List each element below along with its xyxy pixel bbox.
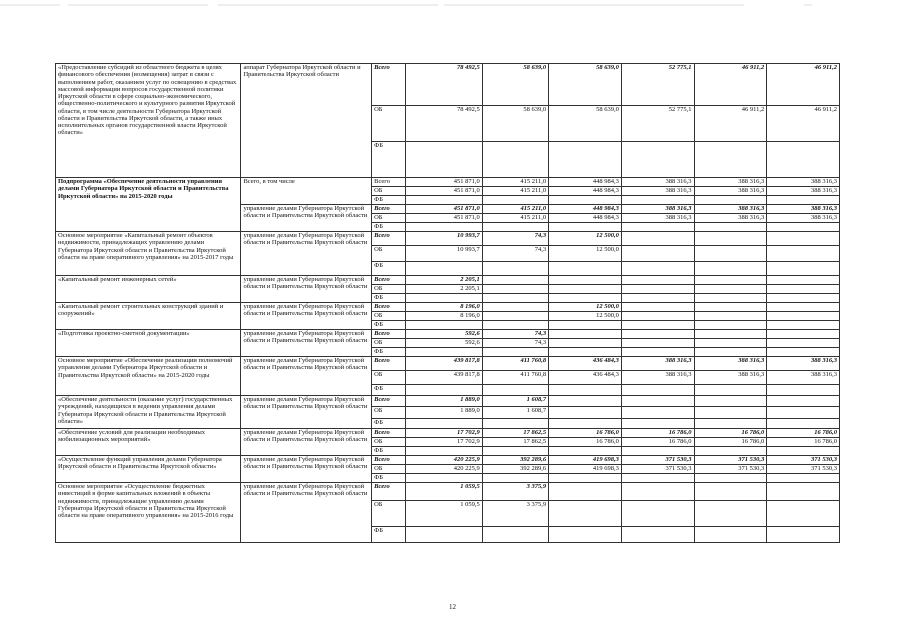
funding-source-cell: Всего <box>372 303 406 312</box>
amount-cell: 388 316,3 <box>621 214 694 223</box>
amount-cell: 46 911,2 <box>767 106 840 142</box>
amount-cell: 420 225,9 <box>405 456 482 465</box>
amount-cell: 16 786,0 <box>549 429 622 438</box>
amount-cell <box>405 419 482 429</box>
amount-cell <box>549 276 622 285</box>
amount-cell: 592,6 <box>405 339 482 348</box>
amount-cell: 436 484,3 <box>549 357 622 371</box>
amount-cell <box>549 223 622 232</box>
activity-name-cell: Основное мероприятие «Капитальный ремонт объектов недвижимости, принадлежащих управлению делами Губернатора Иркутской области и Правительства Иркутской области на праве оперативного управления» на 2015-2017 годы <box>56 232 241 276</box>
amount-cell <box>694 142 767 178</box>
executor-cell: управление делами Губернатора Иркутской области и Правительства Иркутской области <box>241 429 372 456</box>
amount-cell: 1 889,0 <box>405 396 482 407</box>
funding-source-cell: ФБ <box>372 196 406 205</box>
amount-cell: 371 530,3 <box>694 456 767 465</box>
activity-name-cell: «Осуществление функций управления делами Губернатора Иркутской области и Правительства Иркутской области» <box>56 456 241 483</box>
amount-cell <box>482 196 548 205</box>
amount-cell <box>694 483 767 501</box>
funding-source-cell: ОБ <box>372 312 406 321</box>
amount-cell <box>621 285 694 294</box>
scan-top-edge <box>0 2 905 8</box>
amount-cell: 46 911,2 <box>767 64 840 106</box>
amount-cell: 52 775,1 <box>621 106 694 142</box>
amount-cell: 17 862,5 <box>482 438 548 447</box>
amount-cell <box>694 312 767 321</box>
amount-cell <box>767 294 840 303</box>
amount-cell <box>405 474 482 483</box>
amount-cell <box>549 385 622 396</box>
amount-cell <box>767 483 840 501</box>
amount-cell: 74,3 <box>482 232 548 246</box>
amount-cell <box>405 262 482 276</box>
funding-source-cell: ФБ <box>372 385 406 396</box>
amount-cell: 388 316,3 <box>694 371 767 385</box>
amount-cell <box>694 232 767 246</box>
amount-cell: 451 871,0 <box>405 187 482 196</box>
amount-cell <box>767 196 840 205</box>
amount-cell <box>694 447 767 456</box>
amount-cell: 388 316,3 <box>621 187 694 196</box>
funding-source-cell: Всего <box>372 178 406 187</box>
activity-name-cell: Основное мероприятие «Обеспечение реализации полномочий управления делами Губернатора Иркутской области и Правительства Иркутской области» на 2015-2020 годы <box>56 357 241 396</box>
amount-cell <box>482 303 548 312</box>
table-row <box>56 232 840 246</box>
table-row <box>56 483 840 501</box>
amount-cell: 371 530,3 <box>621 456 694 465</box>
amount-cell <box>694 385 767 396</box>
amount-cell: 436 484,3 <box>549 371 622 385</box>
funding-source-cell: Всего <box>372 205 406 214</box>
executor-cell: управление делами Губернатора Иркутской области и Правительства Иркутской области <box>241 276 372 303</box>
amount-cell <box>621 419 694 429</box>
amount-cell: 2 205,1 <box>405 285 482 294</box>
amount-cell <box>549 419 622 429</box>
amount-cell: 448 984,3 <box>549 178 622 187</box>
amount-cell <box>694 407 767 419</box>
amount-cell: 12 500,0 <box>549 303 622 312</box>
activity-name-cell: Основное мероприятие «Осуществление бюджетных инвестиций в форме капитальных вложений в объекты недвижимости, принадлежащие управлению делами Губернатора Иркутской области и Правительства Иркутской области на праве оперативного управления» на 2015-2016 годы <box>56 483 241 543</box>
amount-cell: 388 316,3 <box>621 371 694 385</box>
amount-cell <box>694 474 767 483</box>
amount-cell <box>767 396 840 407</box>
amount-cell: 3 375,9 <box>482 483 548 501</box>
amount-cell: 58 639,0 <box>482 106 548 142</box>
amount-cell: 448 984,3 <box>549 187 622 196</box>
amount-cell <box>482 447 548 456</box>
funding-source-cell: ФБ <box>372 262 406 276</box>
amount-cell <box>482 348 548 357</box>
amount-cell: 448 984,3 <box>549 205 622 214</box>
amount-cell <box>767 276 840 285</box>
funding-source-cell: ОБ <box>372 106 406 142</box>
amount-cell <box>694 294 767 303</box>
activity-name-cell: «Предоставление субсидий из областного бюджета в целях финансового обеспечения (возмещения) затрат в связи с выполнением работ, оказанием услуг по освещению в средствах массовой информации вопросов государственной политики Иркутской области в сфере социально-экономического, общественно-политического и культурного развития Иркутской области, в том числе деятельности Губернатора Иркутской области и Правительства Иркутской области, а также иных исполнительных органов государственной власти Иркутской области» <box>56 64 241 178</box>
amount-cell <box>621 330 694 339</box>
funding-source-cell: ОБ <box>372 339 406 348</box>
amount-cell <box>405 348 482 357</box>
amount-cell <box>767 385 840 396</box>
amount-cell <box>767 312 840 321</box>
funding-source-cell: ФБ <box>372 419 406 429</box>
amount-cell <box>482 276 548 285</box>
amount-cell: 58 639,0 <box>549 64 622 106</box>
amount-cell <box>621 483 694 501</box>
executor-cell: управление делами Губернатора Иркутской области и Правительства Иркутской области <box>241 456 372 483</box>
amount-cell <box>549 501 622 527</box>
funding-source-cell: Всего <box>372 483 406 501</box>
amount-cell <box>549 396 622 407</box>
amount-cell <box>694 262 767 276</box>
funding-source-cell: Всего <box>372 429 406 438</box>
amount-cell <box>549 339 622 348</box>
amount-cell <box>767 407 840 419</box>
amount-cell: 371 530,3 <box>694 465 767 474</box>
amount-cell <box>767 474 840 483</box>
budget-table-body <box>56 64 840 543</box>
amount-cell <box>405 527 482 543</box>
amount-cell: 388 316,3 <box>694 205 767 214</box>
amount-cell: 371 530,3 <box>767 465 840 474</box>
amount-cell: 415 211,0 <box>482 187 548 196</box>
amount-cell <box>482 527 548 543</box>
amount-cell <box>694 321 767 330</box>
page-number: 12 <box>449 603 456 611</box>
funding-source-cell: ФБ <box>372 321 406 330</box>
amount-cell: 592,6 <box>405 330 482 339</box>
activity-name-cell: «Капитальный ремонт инженерных сетей» <box>56 276 241 303</box>
amount-cell: 46 911,2 <box>694 106 767 142</box>
amount-cell <box>621 321 694 330</box>
amount-cell <box>694 339 767 348</box>
amount-cell: 16 786,0 <box>694 438 767 447</box>
amount-cell <box>405 142 482 178</box>
amount-cell: 1 608,7 <box>482 407 548 419</box>
executor-cell: управление делами Губернатора Иркутской области и Правительства Иркутской области <box>241 232 372 276</box>
amount-cell <box>767 285 840 294</box>
amount-cell: 58 639,0 <box>549 106 622 142</box>
funding-source-cell: ОБ <box>372 438 406 447</box>
amount-cell <box>549 407 622 419</box>
amount-cell: 1 889,0 <box>405 407 482 419</box>
amount-cell: 46 911,2 <box>694 64 767 106</box>
amount-cell <box>767 262 840 276</box>
funding-source-cell: ФБ <box>372 447 406 456</box>
amount-cell: 388 316,3 <box>767 178 840 187</box>
funding-source-cell: ОБ <box>372 187 406 196</box>
funding-source-cell: ФБ <box>372 527 406 543</box>
amount-cell <box>767 348 840 357</box>
amount-cell <box>549 474 622 483</box>
funding-source-cell: ОБ <box>372 501 406 527</box>
amount-cell <box>694 246 767 262</box>
executor-cell: управление делами Губернатора Иркутской области и Правительства Иркутской области <box>241 303 372 330</box>
executor-cell: управление делами Губернатора Иркутской области и Правительства Иркутской области <box>241 483 372 543</box>
amount-cell: 1 059,5 <box>405 483 482 501</box>
amount-cell <box>405 321 482 330</box>
executor-cell: управление делами Губернатора Иркутской области и Правительства Иркутской области <box>241 330 372 357</box>
amount-cell <box>694 330 767 339</box>
amount-cell <box>767 501 840 527</box>
amount-cell: 78 492,5 <box>405 64 482 106</box>
funding-source-cell: Всего <box>372 456 406 465</box>
amount-cell: 12 500,0 <box>549 232 622 246</box>
amount-cell <box>621 396 694 407</box>
amount-cell <box>549 447 622 456</box>
activity-name-cell: «Обеспечение деятельности (оказание услуг) государственных учреждений, находящихся в ведении управления делами Губернатора Иркутской области и Правительства Иркутской области» <box>56 396 241 429</box>
amount-cell <box>549 330 622 339</box>
amount-cell: 388 316,3 <box>621 357 694 371</box>
amount-cell: 371 530,3 <box>767 456 840 465</box>
amount-cell <box>621 385 694 396</box>
amount-cell: 371 530,3 <box>621 465 694 474</box>
amount-cell: 439 817,8 <box>405 371 482 385</box>
amount-cell <box>767 232 840 246</box>
table-row <box>56 396 840 407</box>
table-row <box>56 357 840 371</box>
activity-name-cell: «Обеспечение условий для реализации необходимых мобилизационных мероприятий» <box>56 429 241 456</box>
amount-cell <box>767 142 840 178</box>
amount-cell <box>621 196 694 205</box>
amount-cell: 8 196,0 <box>405 303 482 312</box>
amount-cell: 12 500,0 <box>549 312 622 321</box>
amount-cell: 16 786,0 <box>621 429 694 438</box>
amount-cell <box>767 321 840 330</box>
funding-source-cell: Всего <box>372 64 406 106</box>
amount-cell: 451 871,0 <box>405 205 482 214</box>
amount-cell: 392 289,6 <box>482 465 548 474</box>
executor-cell: аппарат Губернатора Иркутской области и Правительства Иркутской области <box>241 64 372 178</box>
amount-cell <box>549 196 622 205</box>
funding-source-cell: ОБ <box>372 285 406 294</box>
amount-cell <box>549 527 622 543</box>
amount-cell <box>482 385 548 396</box>
amount-cell <box>482 223 548 232</box>
amount-cell <box>549 285 622 294</box>
funding-source-cell: ФБ <box>372 223 406 232</box>
amount-cell <box>549 142 622 178</box>
table-row <box>56 276 840 285</box>
amount-cell <box>767 330 840 339</box>
funding-source-cell: ФБ <box>372 294 406 303</box>
executor-cell: управление делами Губернатора Иркутской области и Правительства Иркутской области <box>241 396 372 429</box>
amount-cell: 419 698,3 <box>549 456 622 465</box>
table-row <box>56 178 840 187</box>
amount-cell <box>767 339 840 348</box>
funding-source-cell: Всего <box>372 232 406 246</box>
amount-cell: 415 211,0 <box>482 214 548 223</box>
amount-cell <box>405 294 482 303</box>
amount-cell <box>694 276 767 285</box>
amount-cell <box>767 223 840 232</box>
amount-cell: 1 059,5 <box>405 501 482 527</box>
funding-source-cell: ФБ <box>372 348 406 357</box>
amount-cell <box>549 321 622 330</box>
amount-cell <box>482 312 548 321</box>
amount-cell: 388 316,3 <box>767 371 840 385</box>
amount-cell <box>405 196 482 205</box>
amount-cell: 16 786,0 <box>767 429 840 438</box>
amount-cell: 74,3 <box>482 339 548 348</box>
amount-cell: 52 775,1 <box>621 64 694 106</box>
amount-cell <box>621 312 694 321</box>
amount-cell <box>621 223 694 232</box>
amount-cell <box>405 223 482 232</box>
amount-cell <box>767 447 840 456</box>
amount-cell <box>621 303 694 312</box>
amount-cell <box>767 303 840 312</box>
amount-cell <box>549 483 622 501</box>
amount-cell <box>694 348 767 357</box>
amount-cell <box>621 501 694 527</box>
amount-cell: 388 316,3 <box>767 357 840 371</box>
amount-cell <box>694 419 767 429</box>
amount-cell: 388 316,3 <box>767 187 840 196</box>
amount-cell <box>767 527 840 543</box>
amount-cell: 392 289,6 <box>482 456 548 465</box>
amount-cell: 74,3 <box>482 330 548 339</box>
amount-cell: 17 702,9 <box>405 438 482 447</box>
amount-cell: 12 500,0 <box>549 246 622 262</box>
amount-cell <box>621 407 694 419</box>
amount-cell <box>767 419 840 429</box>
amount-cell: 16 786,0 <box>767 438 840 447</box>
amount-cell: 3 375,9 <box>482 501 548 527</box>
amount-cell: 388 316,3 <box>621 178 694 187</box>
amount-cell: 10 993,7 <box>405 246 482 262</box>
amount-cell: 78 492,5 <box>405 106 482 142</box>
amount-cell: 419 698,3 <box>549 465 622 474</box>
table-row <box>56 303 840 312</box>
amount-cell <box>621 348 694 357</box>
activity-name-cell: «Капитальный ремонт строительных конструкций зданий и сооружений» <box>56 303 241 330</box>
funding-source-cell: ОБ <box>372 407 406 419</box>
amount-cell <box>694 285 767 294</box>
amount-cell: 16 786,0 <box>694 429 767 438</box>
amount-cell: 17 862,5 <box>482 429 548 438</box>
amount-cell: 411 760,8 <box>482 357 548 371</box>
activity-name-cell: Подпрограмма «Обеспечение деятельности управления делами Губернатора Иркутской области и Правительства Иркутской области» на 2015-2020 годы <box>56 178 241 232</box>
funding-source-cell: ФБ <box>372 474 406 483</box>
amount-cell: 388 316,3 <box>621 205 694 214</box>
executor-cell: управление делами Губернатора Иркутской области и Правительства Иркутской области <box>241 205 372 232</box>
amount-cell <box>621 527 694 543</box>
amount-cell <box>694 303 767 312</box>
funding-source-cell: Всего <box>372 330 406 339</box>
amount-cell: 415 211,0 <box>482 178 548 187</box>
amount-cell <box>482 321 548 330</box>
table-row <box>56 456 840 465</box>
table-row <box>56 64 840 106</box>
amount-cell: 388 316,3 <box>694 357 767 371</box>
amount-cell: 439 817,8 <box>405 357 482 371</box>
amount-cell <box>621 276 694 285</box>
amount-cell <box>694 196 767 205</box>
amount-cell <box>482 285 548 294</box>
amount-cell: 2 205,1 <box>405 276 482 285</box>
amount-cell: 388 316,3 <box>694 214 767 223</box>
funding-source-cell: ОБ <box>372 371 406 385</box>
amount-cell: 411 760,8 <box>482 371 548 385</box>
amount-cell <box>621 246 694 262</box>
amount-cell <box>621 232 694 246</box>
table-row <box>56 330 840 339</box>
amount-cell <box>482 419 548 429</box>
funding-source-cell: Всего <box>372 276 406 285</box>
amount-cell: 388 316,3 <box>767 205 840 214</box>
amount-cell <box>767 246 840 262</box>
amount-cell <box>621 294 694 303</box>
funding-source-cell: ОБ <box>372 214 406 223</box>
amount-cell: 448 984,3 <box>549 214 622 223</box>
funding-source-cell: ОБ <box>372 246 406 262</box>
table-row <box>56 429 840 438</box>
funding-source-cell: ФБ <box>372 142 406 178</box>
amount-cell: 74,3 <box>482 246 548 262</box>
amount-cell <box>549 262 622 276</box>
amount-cell: 8 196,0 <box>405 312 482 321</box>
amount-cell <box>621 142 694 178</box>
amount-cell <box>621 447 694 456</box>
amount-cell: 58 639,0 <box>482 64 548 106</box>
amount-cell: 415 211,0 <box>482 205 548 214</box>
amount-cell: 451 871,0 <box>405 178 482 187</box>
amount-cell: 10 993,7 <box>405 232 482 246</box>
amount-cell: 420 225,9 <box>405 465 482 474</box>
amount-cell <box>694 527 767 543</box>
amount-cell <box>694 223 767 232</box>
executor-cell: Всего, в том числе <box>241 178 372 205</box>
amount-cell <box>621 262 694 276</box>
budget-table <box>55 63 840 543</box>
funding-source-cell: ОБ <box>372 465 406 474</box>
amount-cell: 17 702,9 <box>405 429 482 438</box>
amount-cell <box>621 339 694 348</box>
amount-cell <box>482 142 548 178</box>
amount-cell: 388 316,3 <box>694 187 767 196</box>
amount-cell <box>405 447 482 456</box>
executor-cell: управление делами Губернатора Иркутской области и Правительства Иркутской области <box>241 357 372 396</box>
funding-source-cell: Всего <box>372 396 406 407</box>
amount-cell <box>549 348 622 357</box>
amount-cell <box>482 294 548 303</box>
amount-cell: 388 316,3 <box>694 178 767 187</box>
amount-cell: 16 786,0 <box>621 438 694 447</box>
amount-cell <box>482 474 548 483</box>
funding-source-cell: Всего <box>372 357 406 371</box>
amount-cell: 1 608,7 <box>482 396 548 407</box>
amount-cell: 451 871,0 <box>405 214 482 223</box>
amount-cell <box>694 396 767 407</box>
amount-cell <box>621 474 694 483</box>
activity-name-cell: «Подготовка проектно-сметной документации» <box>56 330 241 357</box>
amount-cell <box>694 501 767 527</box>
amount-cell: 388 316,3 <box>767 214 840 223</box>
amount-cell: 16 786,0 <box>549 438 622 447</box>
amount-cell <box>482 262 548 276</box>
amount-cell <box>549 294 622 303</box>
amount-cell <box>405 385 482 396</box>
